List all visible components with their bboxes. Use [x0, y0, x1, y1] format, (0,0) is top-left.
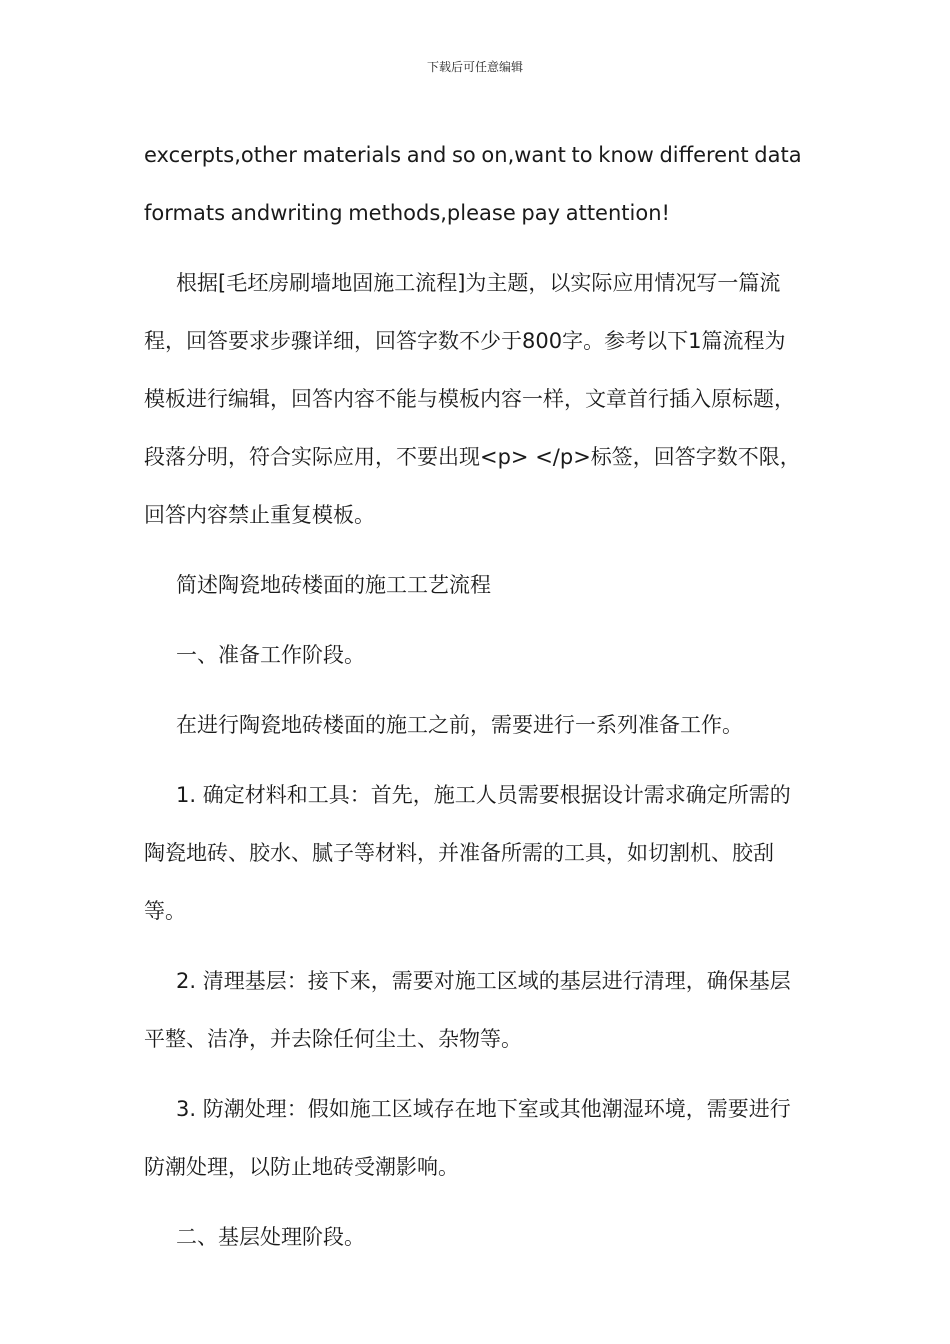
- section-heading-2: 二、基层处理阶段。: [176, 1225, 365, 1249]
- paragraph-english-note: excerpts,other materials and so on,want to know different data formats andwriting methods,please pay attention!: [144, 143, 802, 225]
- paragraph-intro: 在进行陶瓷地砖楼面的施工之前，需要进行一系列准备工作。: [176, 713, 743, 737]
- list-item-3: 3. 防潮处理：假如施工区域存在地下室或其他潮湿环境，需要进行防潮处理，以防止地砖受潮影响。: [144, 1097, 791, 1179]
- list-item-1: 1. 确定材料和工具：首先，施工人员需要根据设计需求确定所需的陶瓷地砖、胶水、腻子等材料，并准备所需的工具，如切割机、胶刮等。: [144, 783, 791, 923]
- list-item-2: 2. 清理基层：接下来，需要对施工区域的基层进行清理，确保基层平整、洁净，并去除任何尘土、杂物等。: [144, 969, 791, 1051]
- page-header: 下载后可任意编辑: [426, 60, 523, 74]
- document-body: [144, 126, 806, 1278]
- paragraph-instructions: 根据[毛坯房刷墙地固施工流程]为主题，以实际应用情况写一篇流程，回答要求步骤详细，回答字数不少于800字。参考以下1篇流程为模板进行编辑，回答内容不能与模板内容一样，文章首行插入原标题，段落分明，符合实际应用，不要出现<p> </p>标签，回答字数不限，回答内容禁止重复模板。: [144, 271, 801, 527]
- paragraph-title: 简述陶瓷地砖楼面的施工工艺流程: [176, 573, 491, 597]
- section-heading-1: 一、准备工作阶段。: [176, 643, 365, 667]
